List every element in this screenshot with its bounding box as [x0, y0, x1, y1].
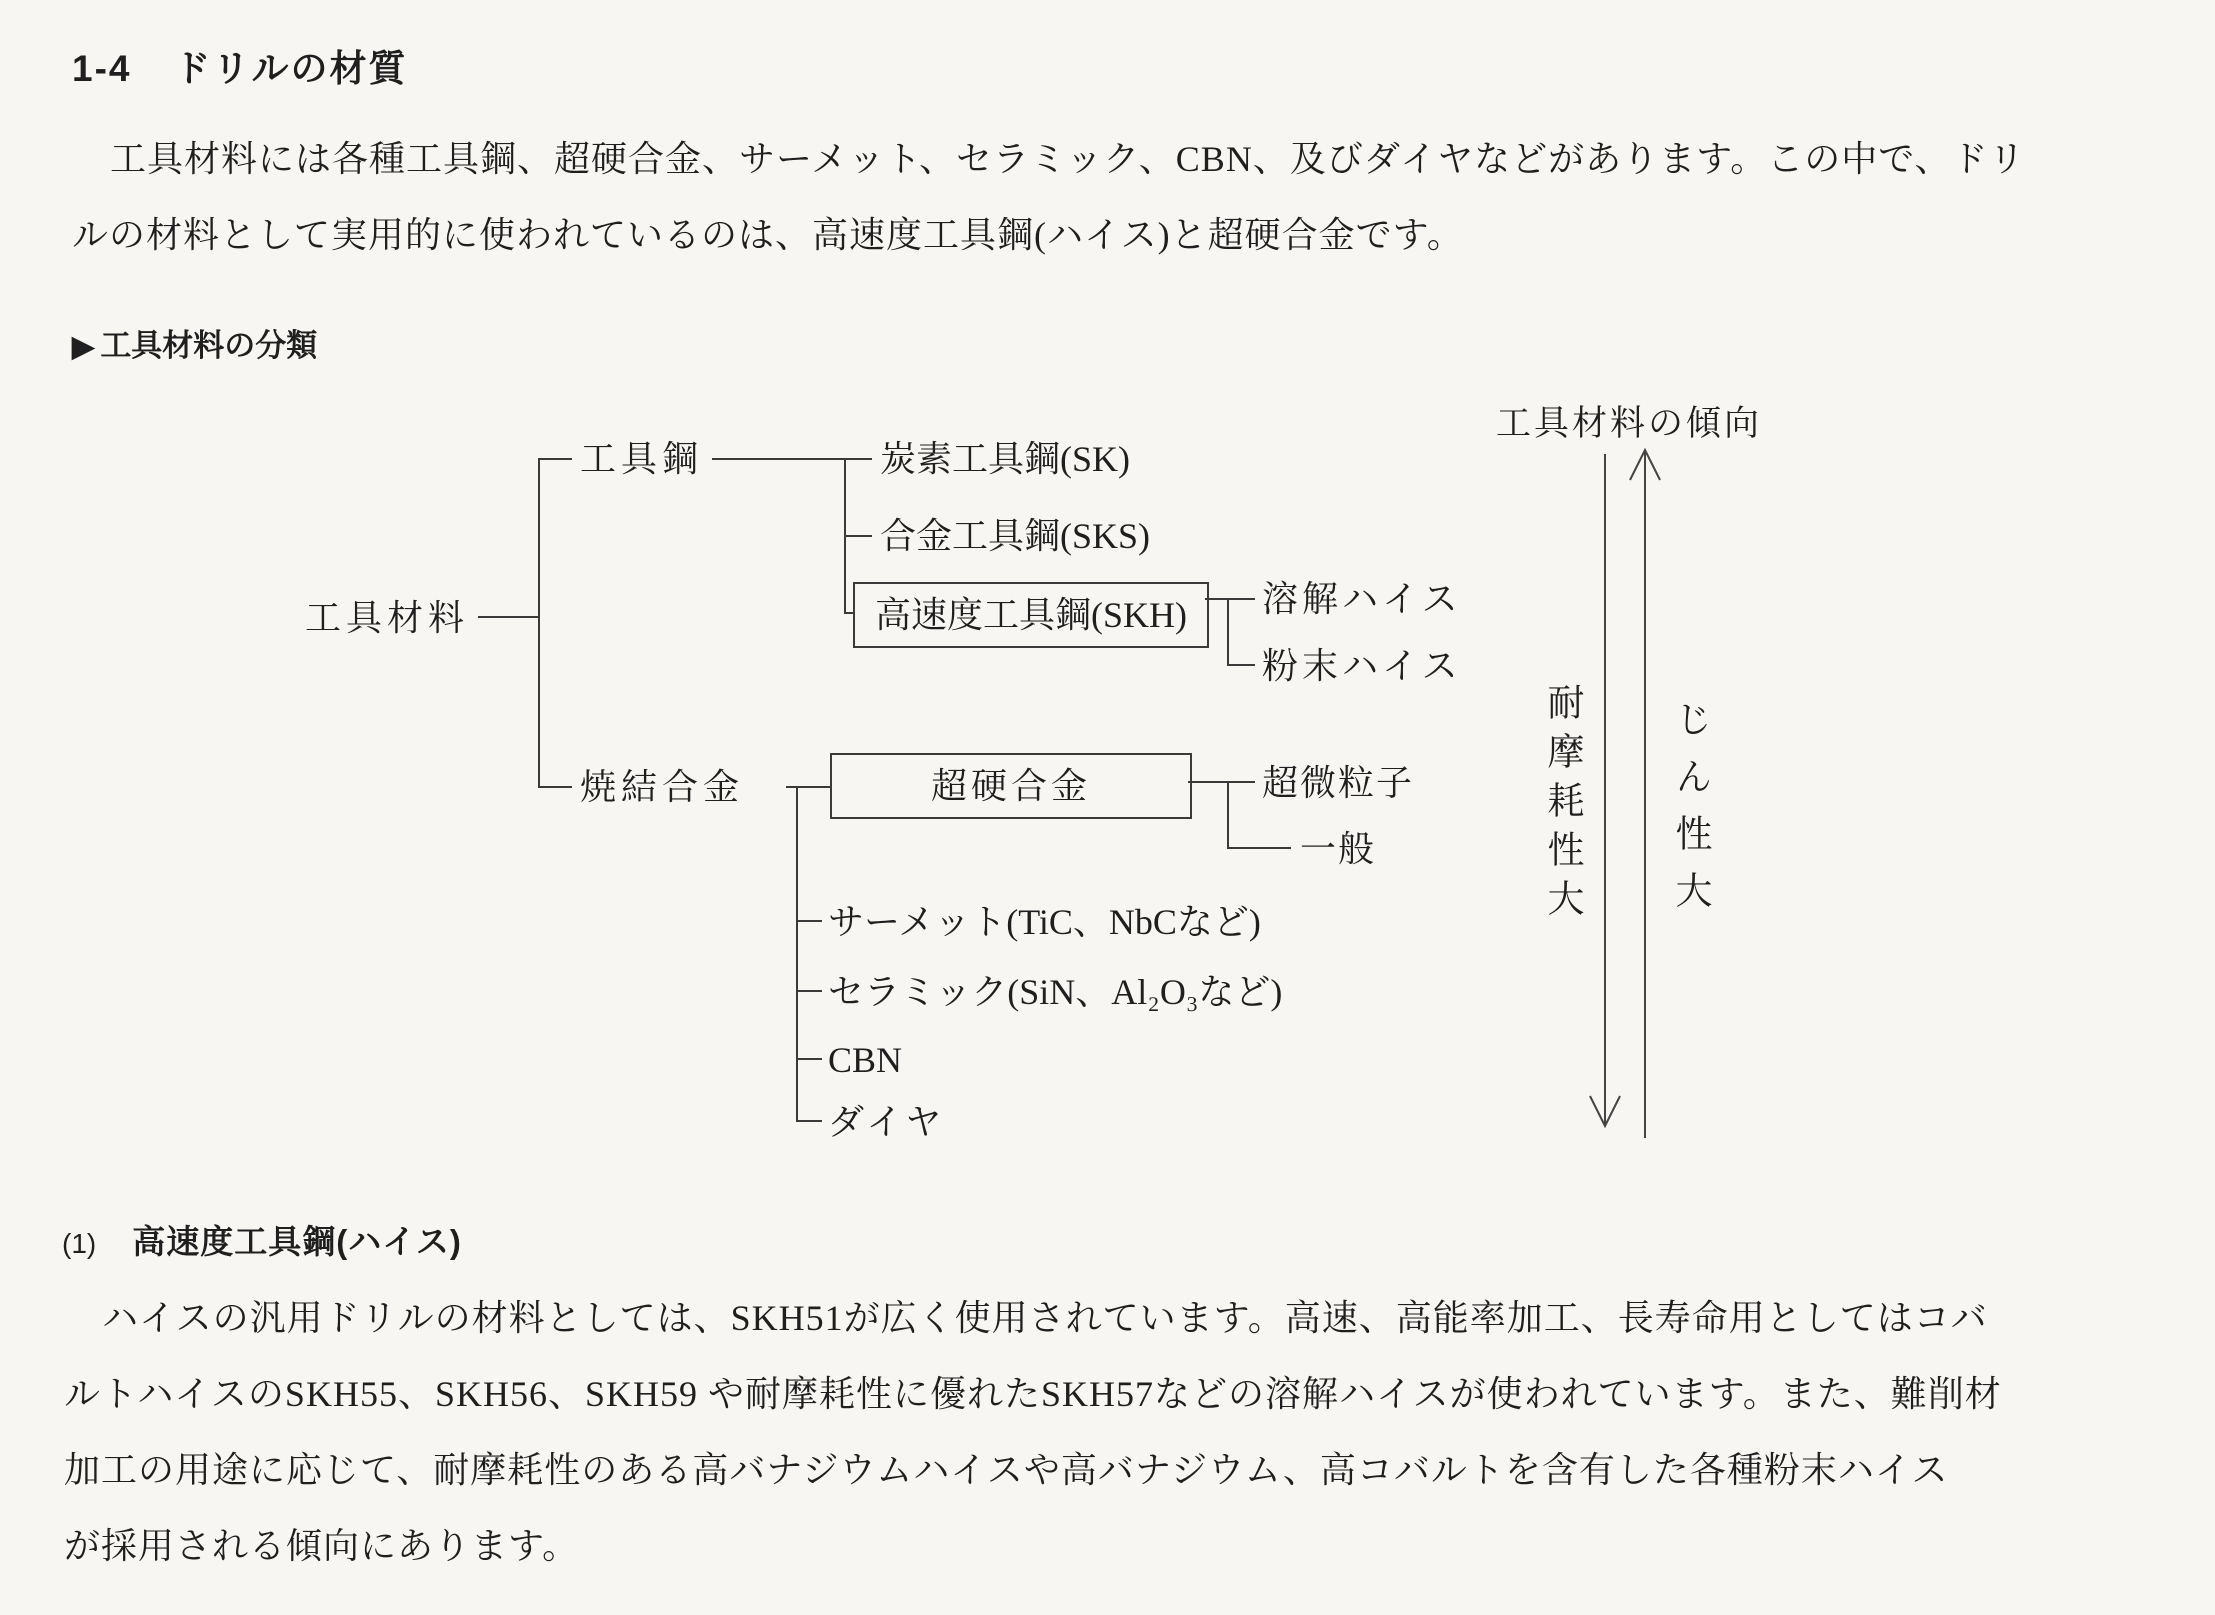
connector-line: [796, 1058, 822, 1060]
tree-node-ceramic: セラミック(SiN、Al₂O₃など): [828, 972, 1283, 1012]
connector-line: [478, 616, 540, 618]
connector-line: [844, 612, 853, 614]
tree-node-root: 工具材料: [305, 598, 470, 638]
triangle-marker-icon: ▶: [72, 331, 95, 363]
tree-node-ultrafine-particle: 超微粒子: [1262, 763, 1415, 803]
trend-label-wear-resistance: 耐摩耗性大: [1541, 683, 1582, 928]
tree-node-sintered-alloy: 焼結合金: [580, 767, 745, 807]
body-line: 加工の用途に応じて、耐摩耗性のある高バナジウムハイスや高バナジウム、高コバルトを含有した各種粉末ハイス: [64, 1450, 1949, 1490]
tree-node-carbon-tool-steel: 炭素工具鋼(SK): [880, 439, 1130, 479]
connector-line: [538, 458, 572, 460]
page-title-text: ドリルの材質: [173, 48, 408, 89]
connector-line: [538, 786, 572, 788]
tree-node-cbn: CBN: [828, 1040, 903, 1080]
tree-node-melted-hss: 溶解ハイス: [1262, 579, 1462, 619]
section1-heading: [62, 1216, 462, 1263]
connector-line: [1188, 781, 1255, 783]
connector-line: [796, 920, 822, 922]
body-line: が採用される傾向にあります。: [64, 1526, 580, 1566]
connector-line: [844, 535, 872, 537]
connector-line: [538, 458, 540, 788]
body-line: ハイスの汎用ドリルの材料としては、SKH51が広く使用されています。高速、高能率加工、長寿命用としてはコバ: [102, 1298, 1988, 1338]
connector-line: [796, 1120, 822, 1122]
tree-node-high-speed-steel: 高速度工具鋼(SKH): [853, 582, 1209, 648]
intro-line: 工具材料には各種工具鋼、超硬合金、サーメット、セラミック、CBN、及びダイヤなどがあります。この中で、ドリ: [110, 139, 2026, 179]
section1-number: (1): [62, 1228, 97, 1259]
trend-title: 工具材料の傾向: [1496, 404, 1763, 443]
connector-line: [1227, 598, 1229, 666]
tree-node-diamond: ダイヤ: [828, 1102, 945, 1142]
tree-node-cermet: サーメット(TiC、NbCなど): [828, 902, 1261, 942]
tree-node-general: 一般: [1300, 829, 1377, 869]
up-arrow-icon: [1630, 450, 1660, 1138]
section1-title: 高速度工具鋼(ハイス): [132, 1223, 462, 1260]
connector-line: [1227, 781, 1229, 849]
body-line: ルトハイスのSKH55、SKH56、SKH59 や耐摩耗性に優れたSKH57などの溶解ハイスが使われています。また、難削材: [64, 1374, 2002, 1414]
diagram-caption-text: 工具材料の分類: [100, 328, 318, 363]
tree-node-alloy-tool-steel: 合金工具鋼(SKS): [880, 516, 1151, 556]
connector-line: [1227, 847, 1291, 849]
page-title-number: 1-4: [72, 48, 132, 89]
intro-line: ルの材料として実用的に使われているのは、高速度工具鋼(ハイス)と超硬合金です。: [72, 215, 1464, 255]
tree-node-cemented-carbide: 超硬合金: [830, 753, 1192, 819]
trend-label-toughness: じん性大: [1669, 700, 1710, 928]
tree-node-powder-hss: 粉末ハイス: [1262, 646, 1462, 686]
diagram-caption: [72, 320, 317, 365]
connector-line: [712, 458, 872, 460]
connector-line: [1227, 664, 1255, 666]
tree-node-tool-steel: 工具鋼: [580, 439, 704, 479]
connector-line: [786, 786, 830, 788]
connector-line: [796, 786, 798, 1122]
connector-line: [796, 990, 822, 992]
connector-line: [1205, 598, 1255, 600]
page-title: [72, 38, 407, 92]
down-arrow-icon: [1590, 454, 1620, 1126]
